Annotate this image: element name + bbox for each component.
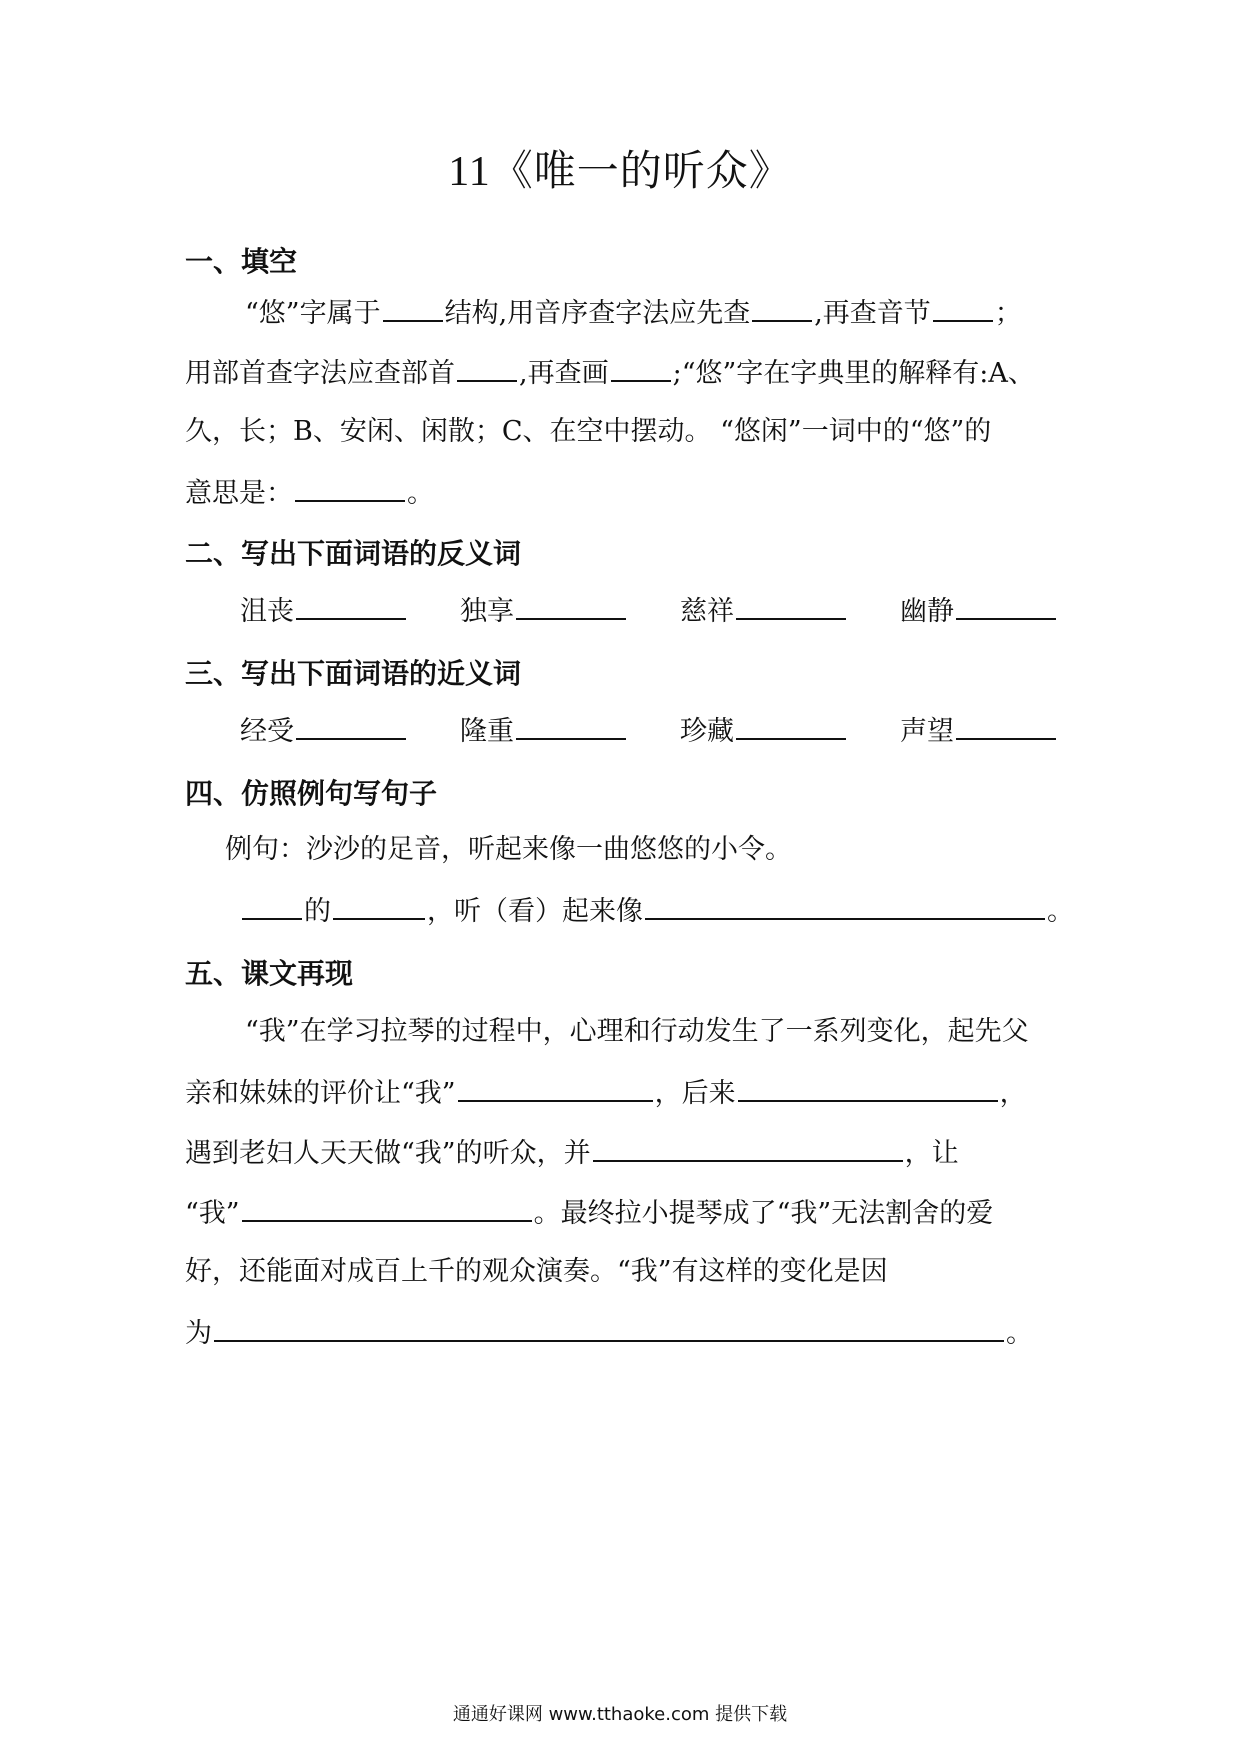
answer-blank[interactable] (295, 472, 405, 502)
word: 声望 (900, 716, 954, 747)
section-5-line-1: “我”在学习拉琴的过程中，心理和行动发生了一系列变化，起先父 (245, 1016, 1029, 1047)
answer-blank[interactable] (736, 590, 846, 620)
word: 幽静 (900, 596, 954, 627)
section-1-line-1 (245, 292, 1055, 334)
text-segment: 。 (1047, 896, 1074, 927)
word: 珍藏 (680, 716, 734, 747)
answer-blank[interactable] (242, 890, 302, 920)
section-5-heading: 五、课文再现 (185, 957, 354, 990)
answer-blank[interactable] (956, 710, 1056, 740)
answer-blank[interactable] (214, 1312, 1004, 1342)
word: 独享 (460, 596, 514, 627)
section-1-line-2 (185, 352, 1055, 394)
text-segment: ，让 (904, 1138, 959, 1169)
synonym-item (680, 710, 848, 752)
text-segment: 为 (185, 1318, 212, 1349)
antonym-item (900, 590, 1058, 632)
answer-blank[interactable] (933, 292, 993, 322)
answer-blank[interactable] (333, 890, 425, 920)
text-segment: 亲和妹妹的评价让“我” (185, 1078, 456, 1109)
section-5-line-3 (185, 1132, 1055, 1174)
text-segment: “我” (185, 1198, 240, 1229)
text-segment: 。 (1006, 1318, 1033, 1349)
word: 经受 (240, 716, 294, 747)
answer-blank[interactable] (956, 590, 1056, 620)
word: 隆重 (460, 716, 514, 747)
section-4-heading: 四、仿照例句写句子 (185, 777, 438, 810)
word: 慈祥 (680, 596, 734, 627)
section-3-heading: 三、写出下面词语的近义词 (185, 657, 522, 690)
page-footer: 通通好课网 www.tthaoke.com 提供下载 (452, 1704, 788, 1725)
text-segment: 意思是： (185, 478, 293, 509)
text-segment: ,再查画 (519, 358, 609, 389)
text-segment: 的 (304, 896, 331, 927)
section-5-line-6 (185, 1312, 1055, 1354)
text-segment: “悠”字属于 (245, 298, 381, 329)
answer-blank[interactable] (516, 710, 626, 740)
answer-blank[interactable] (296, 710, 406, 740)
answer-blank[interactable] (457, 352, 517, 382)
answer-blank[interactable] (738, 1072, 998, 1102)
section-1-heading: 一、填空 (185, 245, 298, 278)
answer-blank[interactable] (736, 710, 846, 740)
answer-blank[interactable] (516, 590, 626, 620)
section-5-line-5: 好，还能面对成百上千的观众演奏。“我”有这样的变化是因 (185, 1256, 888, 1287)
text-segment: ； (994, 298, 1022, 329)
answer-blank[interactable] (296, 590, 406, 620)
section-1-line-3: 久，长；B、安闲、闲散；C、在空中摆动。 “悠闲”一词中的“悠”的 (185, 416, 992, 447)
text-segment: 。 (407, 478, 434, 509)
synonym-item (240, 710, 408, 752)
section-1-line-4 (185, 472, 1055, 514)
text-segment: ，后来 (654, 1078, 736, 1109)
antonym-item (680, 590, 848, 632)
text-segment: ， (999, 1078, 1027, 1109)
answer-blank[interactable] (645, 890, 1045, 920)
answer-blank[interactable] (242, 1192, 532, 1222)
section-2-heading: 二、写出下面词语的反义词 (185, 537, 522, 570)
text-segment: 结构,用音序查字法应先查 (444, 298, 751, 329)
page-title: 11《唯一的听众》 (448, 149, 792, 195)
answer-blank[interactable] (611, 352, 671, 382)
synonym-item (900, 710, 1058, 752)
section-5-line-2 (185, 1072, 1055, 1114)
text-segment: ，听（看）起来像 (427, 896, 643, 927)
antonym-item (240, 590, 408, 632)
answer-blank[interactable] (593, 1132, 903, 1162)
word: 沮丧 (240, 596, 294, 627)
text-segment: ;“悠”字在字典里的解释有:A、 (672, 358, 1035, 389)
answer-blank[interactable] (383, 292, 443, 322)
example-sentence: 例句：沙沙的足音，听起来像一曲悠悠的小令。 (225, 834, 792, 865)
text-segment: 。最终拉小提琴成了“我”无法割舍的爱 (533, 1198, 994, 1229)
text-segment: ,再查音节 (814, 298, 931, 329)
answer-blank[interactable] (752, 292, 812, 322)
imitation-sentence (240, 890, 1110, 932)
antonym-item (460, 590, 628, 632)
text-segment: 用部首查字法应查部首 (185, 358, 455, 389)
section-5-line-4 (185, 1192, 1055, 1234)
answer-blank[interactable] (458, 1072, 653, 1102)
text-segment: 遇到老妇人天天做“我”的听众，并 (185, 1138, 591, 1169)
synonym-item (460, 710, 628, 752)
